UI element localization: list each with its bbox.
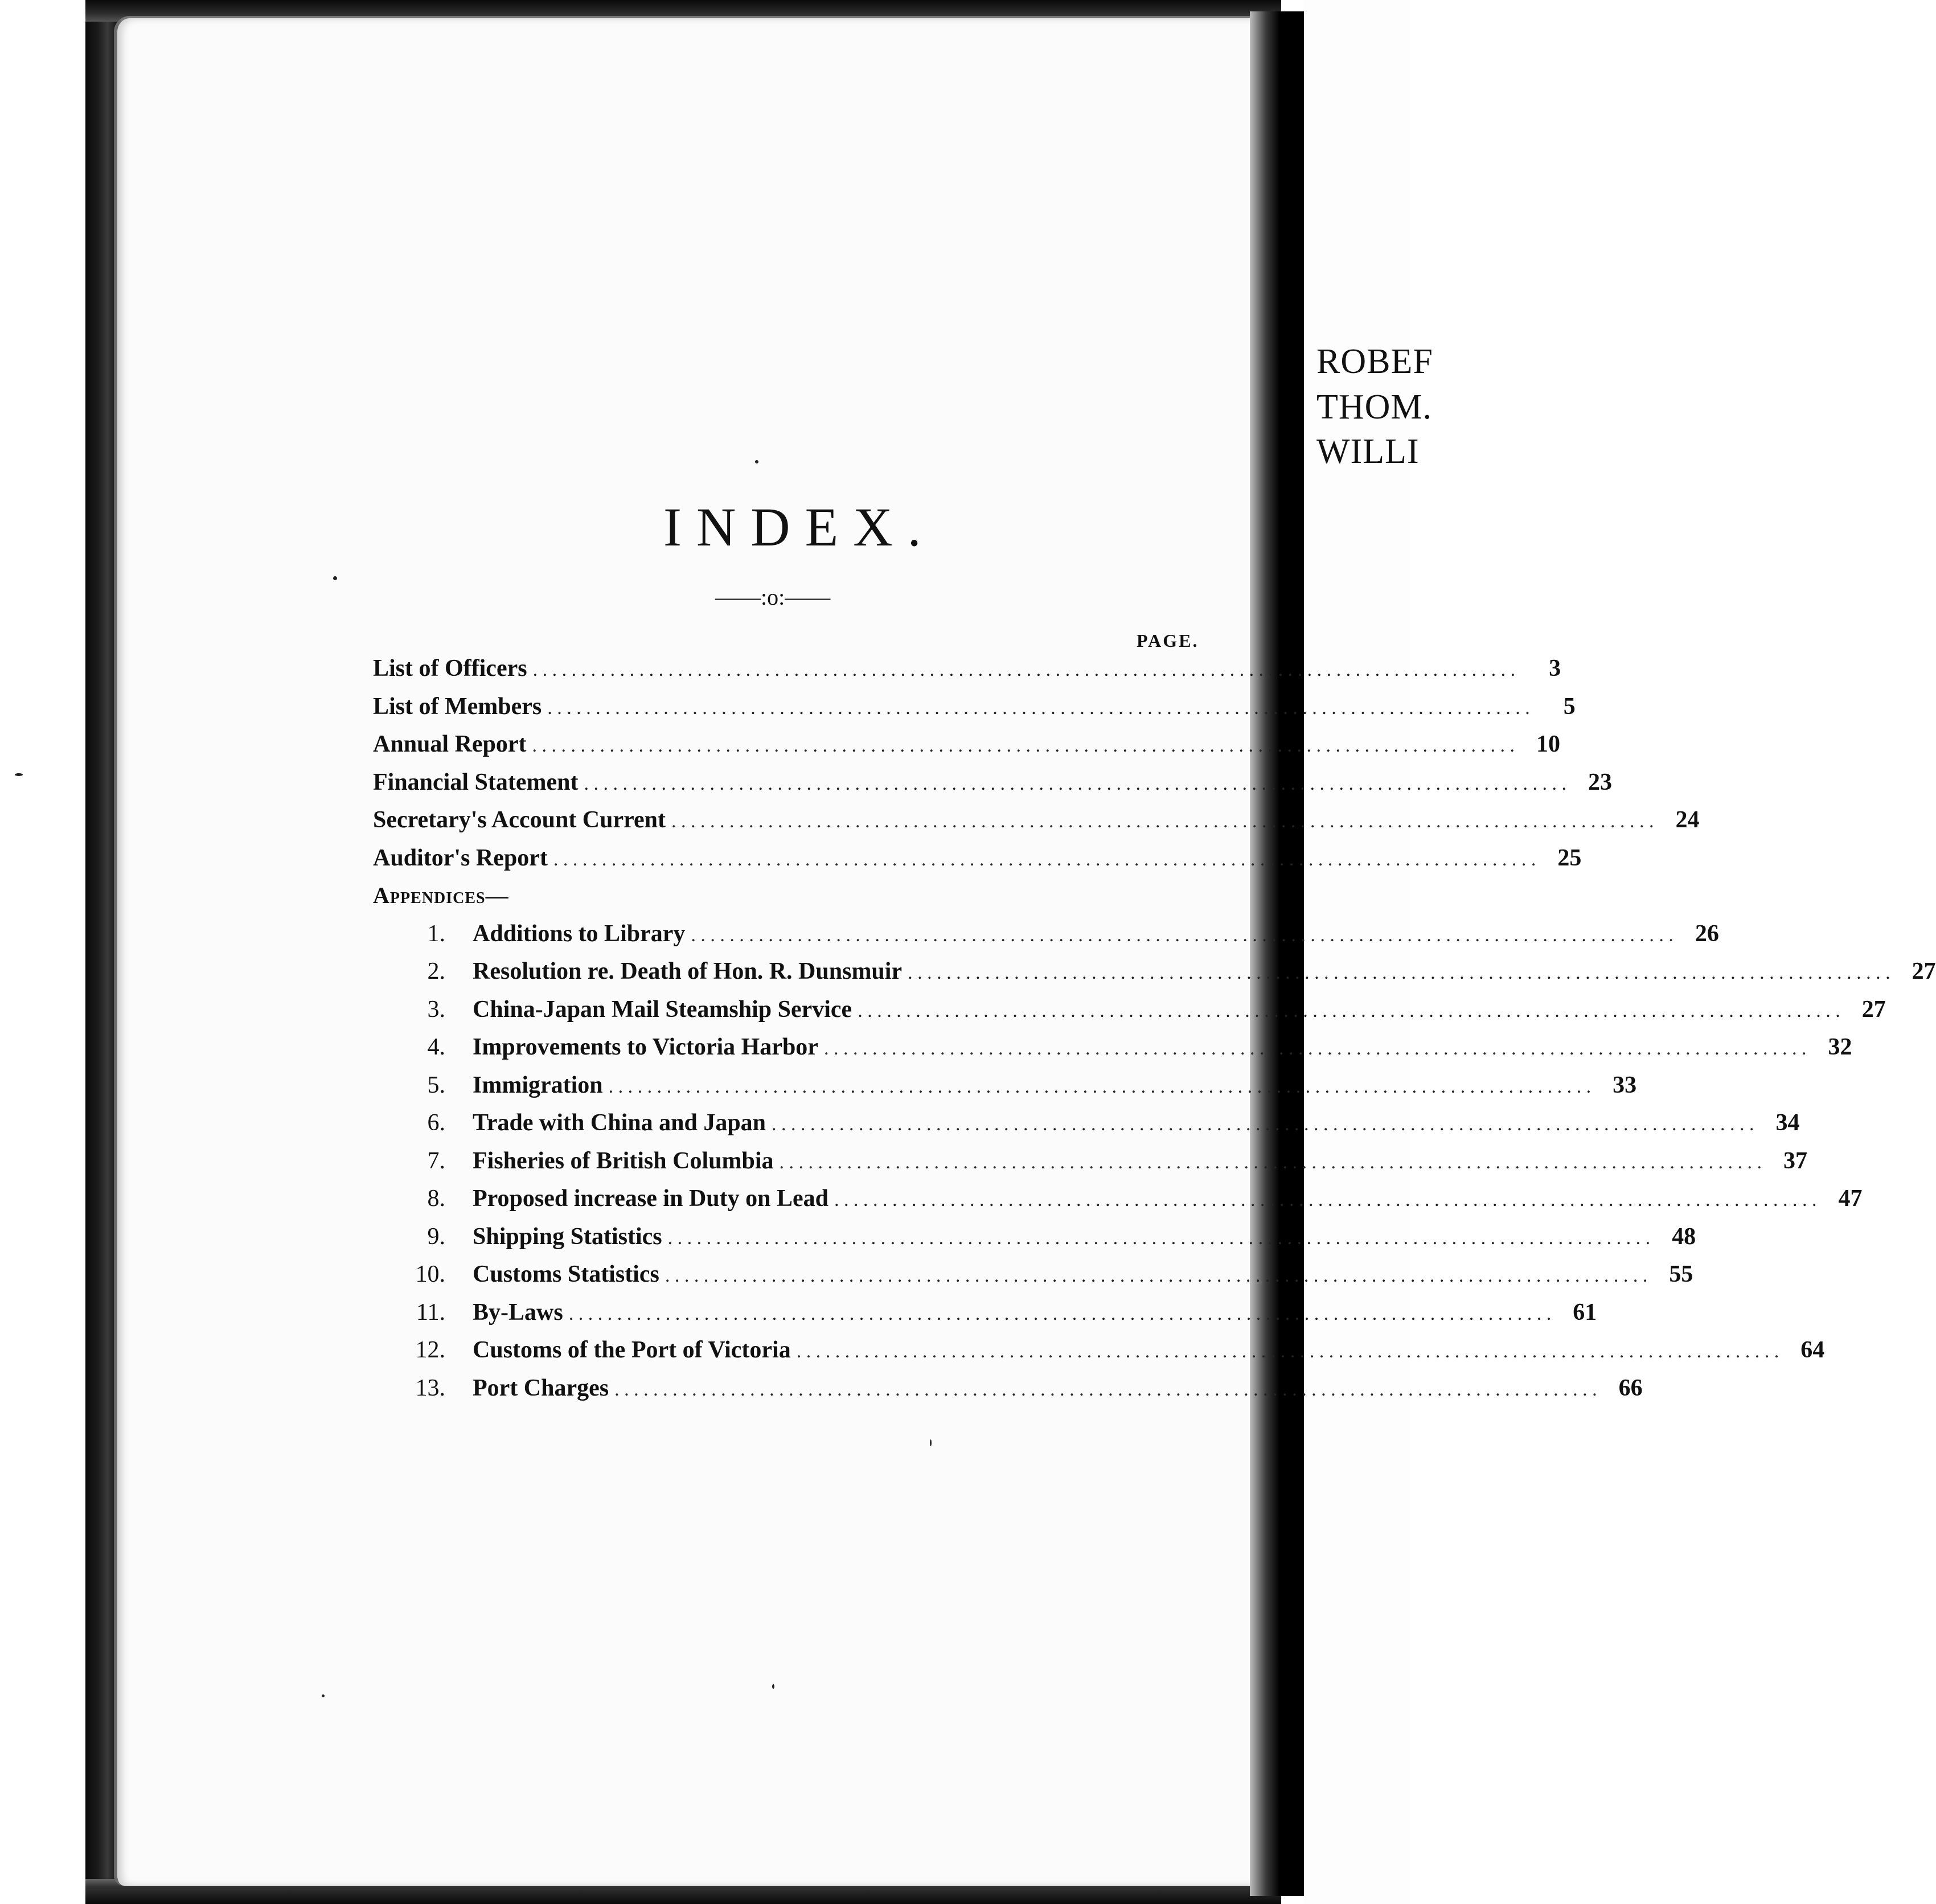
dot-leader [532, 735, 1515, 757]
appendix-number: 8. [427, 1185, 445, 1212]
appendix-page: 32 [1828, 1034, 1852, 1060]
page-title: INDEX. [663, 496, 936, 557]
appendix-entry [373, 996, 1886, 1034]
dot-leader [824, 1038, 1807, 1060]
toc-entry [373, 806, 1700, 844]
dot-leader [780, 1152, 1762, 1173]
appendix-number: 9. [427, 1223, 445, 1250]
appendix-page: 34 [1775, 1110, 1800, 1136]
appendix-entry [373, 1185, 1863, 1223]
appendix-label: By-Laws [473, 1299, 563, 1326]
appendix-label: Customs Statistics [473, 1261, 659, 1287]
dot-leader [609, 1076, 1592, 1098]
toc-entry-page: 10 [1536, 731, 1561, 757]
table-of-contents [373, 655, 1936, 1412]
toc-entry-label: List of Members [373, 693, 542, 720]
appendices-heading: Appendices— [373, 883, 509, 908]
appendix-label: Resolution re. Death of Hon. R. Dunsmuir [473, 958, 903, 984]
title-ornament: ——:o:—— [715, 584, 831, 610]
dot-leader [671, 811, 1654, 832]
appendix-page: 64 [1800, 1337, 1825, 1363]
dot-leader [668, 1228, 1651, 1249]
dot-leader [772, 1114, 1754, 1135]
toc-entry-page: 3 [1549, 655, 1561, 682]
appendix-number: 3. [427, 996, 445, 1023]
appendix-label: Shipping Statistics [473, 1223, 662, 1250]
dot-leader [908, 962, 1890, 984]
appendix-page: 27 [1912, 958, 1936, 984]
appendix-entry [373, 1147, 1808, 1185]
toc-entry-label: Secretary's Account Current [373, 807, 666, 833]
toc-entry [373, 731, 1561, 769]
appendix-entry [373, 1261, 1693, 1299]
adjacent-page-fragment [1304, 0, 1433, 1904]
toc-entry [373, 655, 1561, 693]
appendices-heading-row [373, 882, 1204, 920]
scan-speck [772, 1684, 774, 1689]
appendix-number: 10. [415, 1261, 445, 1287]
toc-entry-page: 24 [1675, 807, 1700, 833]
appendix-page: 37 [1783, 1147, 1808, 1174]
toc-entry [373, 769, 1612, 807]
page-column-header: PAGE. [1137, 630, 1199, 651]
appendix-number: 5. [427, 1072, 445, 1098]
appendix-label: Customs of the Port of Victoria [473, 1337, 791, 1363]
appendix-entry [373, 958, 1936, 996]
appendix-entry [373, 1033, 1852, 1072]
appendix-page: 27 [1861, 996, 1886, 1023]
toc-entry [373, 844, 1582, 883]
appendix-entry [373, 1072, 1637, 1110]
book-gutter [1250, 11, 1304, 1896]
appendix-number: 12. [415, 1337, 445, 1363]
dot-leader [691, 925, 1674, 946]
dot-leader [834, 1189, 1817, 1211]
dot-leader [533, 659, 1516, 681]
scan-speck [930, 1439, 932, 1446]
dot-leader [665, 1265, 1648, 1287]
adjacent-page-line: ROBEF [1316, 342, 1433, 381]
toc-entry-page: 23 [1588, 769, 1612, 795]
scan-speck [333, 576, 337, 580]
appendix-number: 11. [416, 1299, 445, 1326]
scan-speck [322, 1694, 325, 1697]
toc-entry [373, 693, 1576, 731]
toc-entry-label: List of Officers [373, 655, 527, 682]
appendix-label: Improvements to Victoria Harbor [473, 1034, 818, 1060]
appendix-label: Trade with China and Japan [473, 1110, 766, 1136]
appendix-page: 33 [1613, 1072, 1637, 1098]
appendix-page: 48 [1672, 1223, 1696, 1250]
appendix-page: 66 [1618, 1374, 1643, 1401]
appendix-number: 4. [427, 1034, 445, 1060]
scan-speck [755, 460, 758, 463]
toc-entry-page: 25 [1557, 844, 1582, 871]
appendix-label: Port Charges [473, 1374, 609, 1401]
appendix-label: China-Japan Mail Steamship Service [473, 996, 852, 1023]
appendix-entry [373, 1299, 1597, 1337]
left-scan-margin [0, 0, 85, 1904]
appendix-page: 61 [1573, 1299, 1597, 1326]
toc-entry-label: Annual Report [373, 731, 527, 757]
appendix-label: Additions to Library [473, 920, 686, 947]
toc-entry-label: Auditor's Report [373, 844, 548, 871]
appendix-label: Immigration [473, 1072, 603, 1098]
toc-entry-label: Financial Statement [373, 769, 579, 795]
appendix-number: 7. [427, 1147, 445, 1174]
dot-leader [858, 1000, 1840, 1022]
appendix-number: 13. [415, 1374, 445, 1401]
dot-leader [797, 1341, 1779, 1363]
appendix-number: 6. [427, 1110, 445, 1136]
appendix-page: 47 [1838, 1185, 1863, 1212]
appendix-number: 2. [427, 958, 445, 984]
appendix-entry [373, 920, 1719, 958]
appendix-page: 55 [1669, 1261, 1693, 1287]
appendix-label: Fisheries of British Columbia [473, 1147, 774, 1174]
appendix-number: 1. [427, 920, 445, 947]
appendix-entry [373, 1223, 1696, 1261]
toc-entry-page: 5 [1563, 693, 1576, 720]
dot-leader [553, 849, 1536, 871]
appendix-entry [373, 1374, 1643, 1413]
appendix-entry [373, 1336, 1825, 1374]
adjacent-page-line: WILLI [1316, 432, 1420, 471]
dot-leader [547, 697, 1530, 719]
appendix-page: 26 [1695, 920, 1719, 947]
dot-leader [569, 1303, 1552, 1325]
appendix-label: Proposed increase in Duty on Lead [473, 1185, 828, 1212]
dot-leader [584, 773, 1566, 795]
dot-leader [614, 1379, 1597, 1401]
appendix-entry [373, 1109, 1800, 1147]
adjacent-page-line: THOM. [1316, 388, 1433, 426]
scan-speck [15, 773, 23, 776]
